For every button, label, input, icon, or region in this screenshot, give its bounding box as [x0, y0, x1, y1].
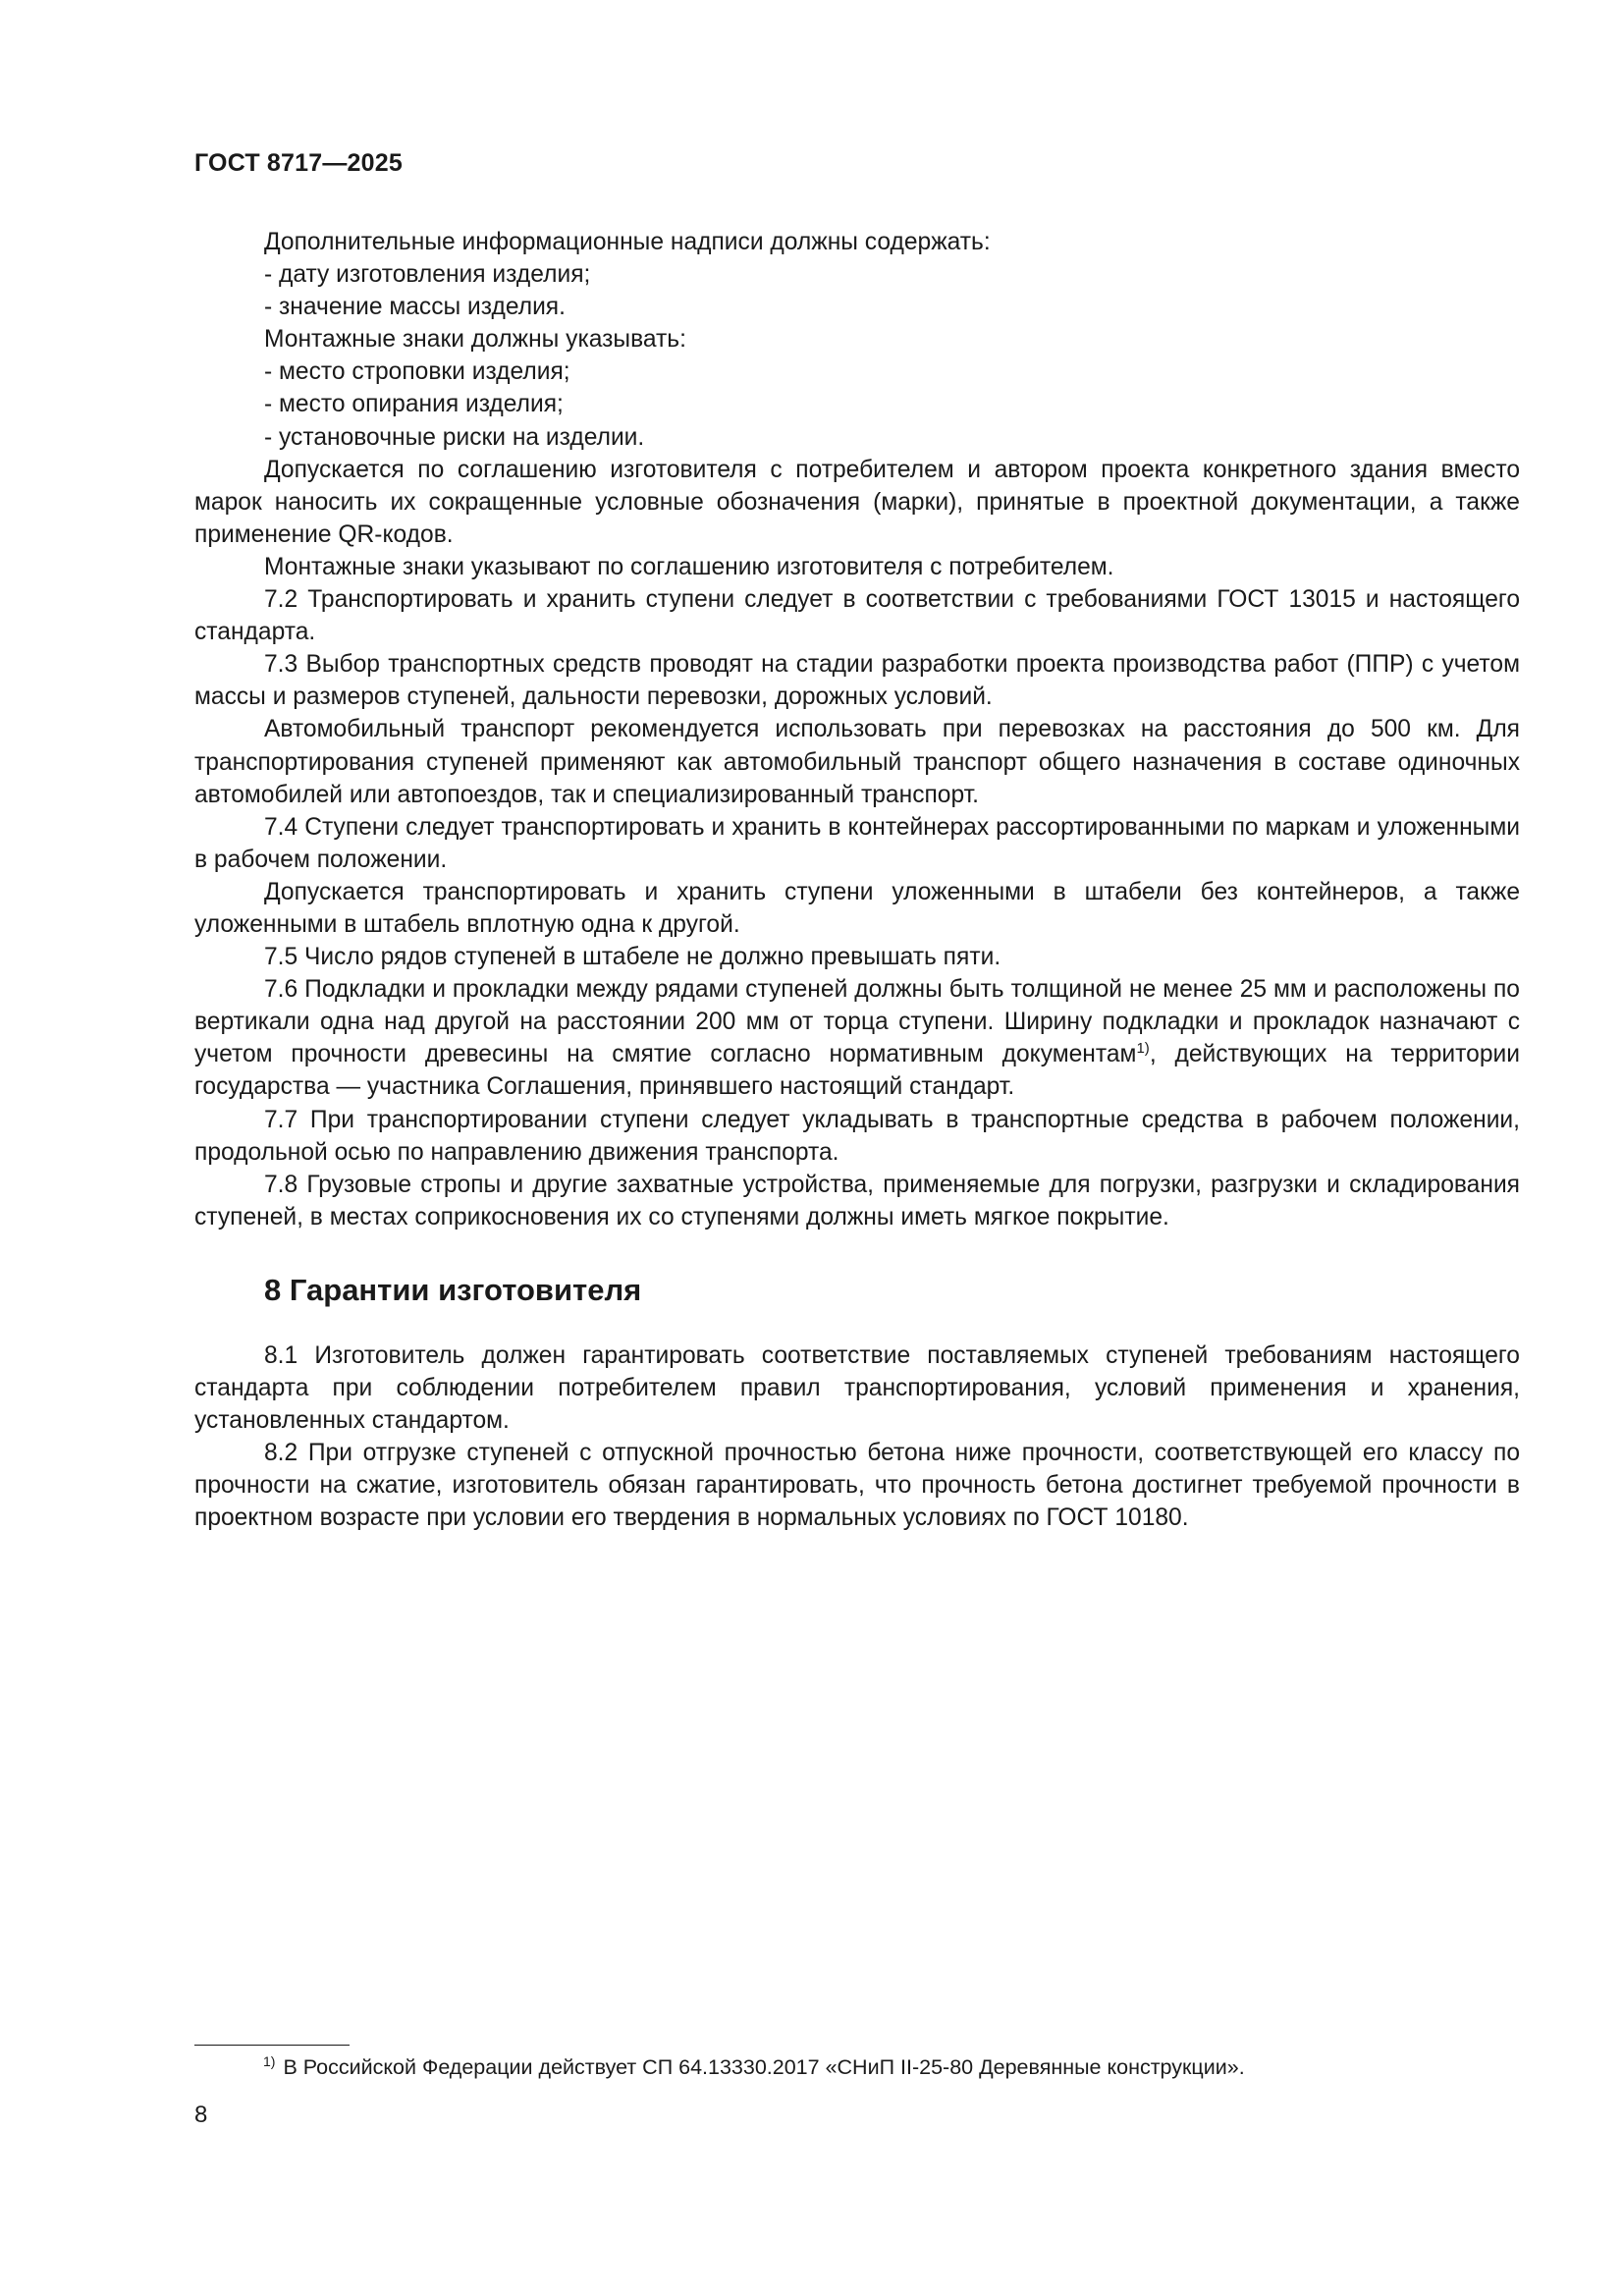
paragraph-8-1: 8.1 Изготовитель должен гарантировать соответствие поставляемых ступеней требованиям настоящего стандарта при соблюдении потребителем правил транспортирования, условий применения и хранения, установленных стандартом.	[194, 1341, 1520, 1435]
section-8-title: 8 Гарантии изготовителя	[264, 1272, 642, 1307]
paragraph-text: 7.6 Подкладки и прокладки между рядами ступеней должны быть толщиной не менее 25 мм и расположены по вертикали одна над другой на расстоянии 200 мм от торца ступени. Ширину подкладки и прокладок назначают с учетом прочности древесины на смятие согласно нормативным документам	[194, 976, 1520, 1068]
paragraph: Допускается транспортировать и хранить ступени уложенными в штабели без контейнеров, а также уложенными в штабель вплотную одна к другой.	[194, 878, 1520, 938]
footnote	[263, 2052, 1520, 2082]
page-number: 8	[194, 2102, 208, 2128]
paragraph-text-tail: , действующих на территории государства — участника Соглашения, принявшего настоящий стандарт.	[194, 1041, 1520, 1101]
footnote-marker: 1)	[263, 2052, 276, 2069]
paragraph-8-2: 8.2 При отгрузке ступеней с отпускной прочностью бетона ниже прочности, соответствующей его классу по прочности на сжатие, изготовитель обязан гарантировать, что прочность бетона достигнет требуемой прочности в проектном возрасте при условии его твердения в нормальных условиях по ГОСТ 10180.	[194, 1440, 1520, 1532]
footnote-reference: 1)	[1136, 1040, 1150, 1058]
footnote-divider	[194, 2045, 350, 2046]
footnote-text: В Российской Федерации действует СП 64.13330.2017 «СНиП II-25-80 Деревянные конструкции».	[283, 2055, 1245, 2079]
document-body	[194, 226, 1520, 1534]
paragraph-7-2: 7.2 Транспортировать и хранить ступени следует в соответствии с требованиями ГОСТ 13015 и настоящего стандарта.	[194, 586, 1520, 646]
list-item: - место опирания изделия;	[264, 391, 564, 418]
paragraph: Допускается по соглашению изготовителя с потребителем и автором проекта конкретного здания вместо марок наносить их сокращенные условные обозначения (марки), принятые в проектной документации, а также применение QR-кодов.	[194, 456, 1520, 548]
paragraph-7-8: 7.8 Грузовые стропы и другие захватные устройства, применяемые для погрузки, разгрузки и складирования ступеней, в местах соприкосновения их со ступенями должны иметь мягкое покрытие.	[194, 1171, 1520, 1230]
paragraph-7-3: 7.3 Выбор транспортных средств проводят на стадии разработки проекта производства работ (ППР) с учетом массы и размеров ступеней, дальности перевозки, дорожных условий.	[194, 651, 1520, 711]
paragraph-7-4: 7.4 Ступени следует транспортировать и хранить в контейнерах рассортированными по маркам и уложенными в рабочем положении.	[194, 813, 1520, 873]
document-code-header: ГОСТ 8717—2025	[194, 149, 403, 177]
paragraph-7-7: 7.7 При транспортировании ступени следует укладывать в транспортные средства в рабочем положении, продольной осью по направлению движения транспорта.	[194, 1106, 1520, 1166]
paragraph: Автомобильный транспорт рекомендуется использовать при перевозках на расстояния до 500 км. Для транспортирования ступеней применяют как автомобильный транспорт общего назначения в составе одиночных автомобилей или автопоездов, так и специализированный транспорт.	[194, 716, 1520, 808]
paragraph: Дополнительные информационные надписи должны содержать:	[264, 229, 991, 255]
paragraph: Монтажные знаки должны указывать:	[264, 326, 686, 354]
list-item: - установочные риски на изделии.	[264, 423, 645, 451]
list-item: - значение массы изделия.	[264, 294, 566, 321]
paragraph: Монтажные знаки указывают по соглашению изготовителя с потребителем.	[264, 553, 1114, 580]
list-item: - место строповки изделия;	[264, 358, 570, 386]
list-item: - дату изготовления изделия;	[264, 261, 591, 289]
paragraph-7-6	[194, 973, 1520, 1103]
paragraph-7-5: 7.5 Число рядов ступеней в штабеле не должно превышать пяти.	[264, 944, 1001, 971]
